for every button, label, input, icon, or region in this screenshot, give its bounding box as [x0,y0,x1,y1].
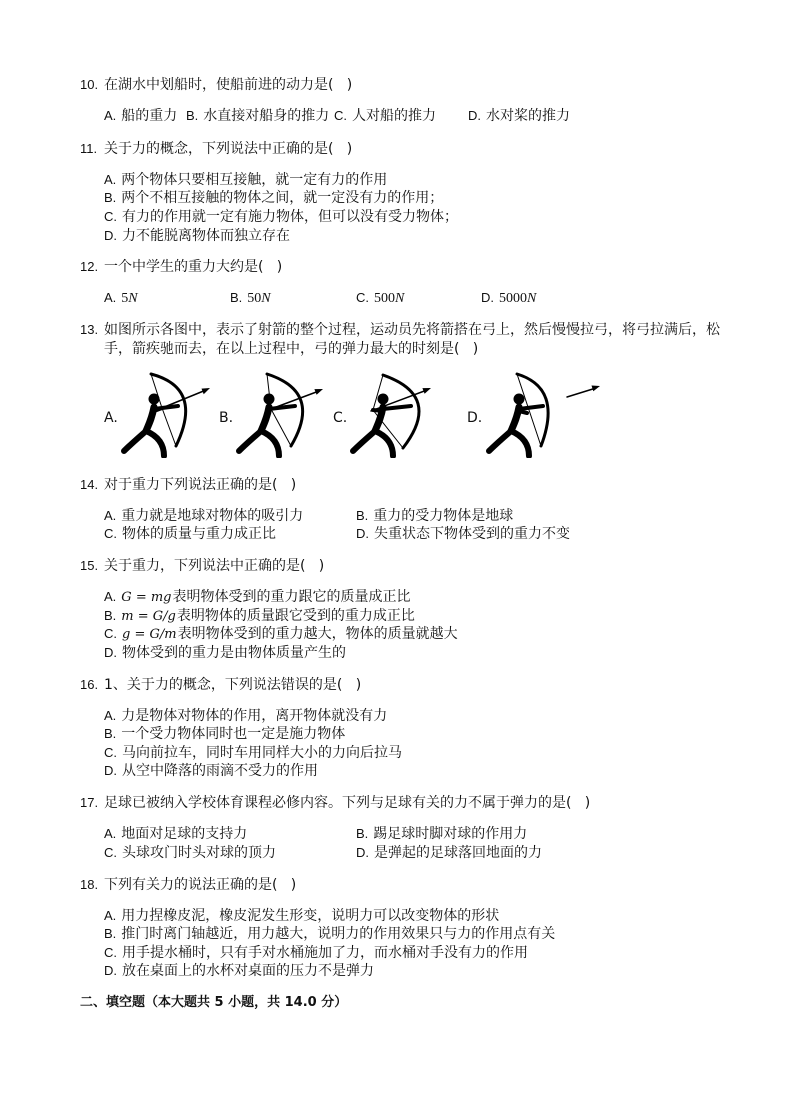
option-text: 重力的受力物体是地球 [373,508,514,524]
option-c [104,208,458,226]
option-label: D. [356,526,369,541]
option-b [104,189,443,207]
question-stem [80,258,282,276]
option-d [104,962,374,980]
option-a [104,825,247,843]
option-c [104,944,528,962]
option-d [356,525,570,543]
option-label: D. [104,228,117,243]
archer-body [124,394,178,457]
archery-figure-b [233,368,328,458]
archer-body [489,394,543,457]
option-text: 用手提水桶时，只有手对水桶施加了力，而水桶对手没有力的作用 [122,945,528,961]
option-b [104,925,555,943]
stem-text: 1、关于力的概念，下列说法错误的是( ) [104,677,362,693]
option-c [334,107,436,125]
option-formula: g = G/m [122,627,177,642]
option-value: 5000 [499,291,527,306]
option-text: 踢足球时脚对球的作用力 [373,826,528,842]
option-b [230,289,271,308]
option-label: C. [104,845,117,860]
option-label: A. [104,508,117,523]
question-number: 15. [80,558,99,573]
flying-arrow [567,386,600,398]
option-label: B. [356,826,369,841]
option-text: 马向前拉车，同时车用同样大小的力向后拉马 [122,745,402,761]
option-label: A. [104,826,117,841]
stem-text: 下列有关力的说法正确的是( ) [104,877,297,893]
option-text: 重力就是地球对物体的吸引力 [121,508,304,524]
option-text: 从空中降落的雨滴不受力的作用 [122,763,318,779]
option-b [104,725,345,743]
option-label: C. [104,945,117,960]
option-b-label: B. [219,410,234,426]
option-text: 是弹起的足球落回地面的力 [374,845,542,861]
option-label: A. [104,172,117,187]
option-label: D. [468,108,481,123]
option-label: A. [104,290,117,305]
option-c [104,744,402,762]
option-d [468,107,570,125]
option-c [356,289,404,308]
option-text: 力是物体对物体的作用，离开物体就没有力 [121,708,388,724]
stem-text: 足球已被纳入学校体育课程必修内容。下列与足球有关的力不属于弹力的是( ) [104,795,591,811]
option-a-label: A. [104,410,118,426]
option-value: 50 [247,291,262,306]
option-a [104,907,499,925]
option-value: 500 [374,291,395,306]
option-label: D. [356,845,369,860]
stem-text: 在湖水中划船时，使船前进的动力是( ) [104,77,353,93]
option-a [104,171,387,189]
option-text: 物体受到的重力是由物体质量产生的 [122,645,346,661]
stem-text: 关于力的概念，下列说法中正确的是( ) [104,141,353,157]
stem-text: 对于重力下列说法正确的是( ) [104,477,297,493]
option-label: D. [104,763,117,778]
option-unit: N [527,291,537,306]
option-label: B. [230,290,243,305]
option-d-label: D. [467,410,483,426]
option-label: A. [104,589,117,604]
option-a [104,107,177,125]
option-text: 地面对足球的支持力 [121,826,248,842]
option-text: 船的重力 [121,108,178,124]
option-label: D. [481,290,494,305]
option-b [186,107,329,125]
option-label: C. [104,526,117,541]
option-c [104,525,276,543]
option-label: C. [104,209,117,224]
question-number: 14. [80,477,99,492]
option-value: 5 [121,291,129,306]
option-text: 失重状态下物体受到的重力不变 [374,526,570,542]
option-unit: N [261,291,271,306]
question-number: 18. [80,877,99,892]
stem-text: 手，箭疾驰而去，在以上过程中，弓的弹力最大的时刻是( ) [104,341,479,357]
option-d [104,762,318,780]
option-text: 头球攻门时头对球的顶力 [122,845,276,861]
question-stem [80,140,352,158]
question-stem [80,876,296,894]
option-label: B. [104,726,117,741]
option-text: 表明物体受到的重力越大，物体的质量就越大 [177,626,458,642]
option-label: C. [104,626,117,641]
option-text: 推门时离门轴越近，用力越大，说明力的作用效果只与力的作用点有关 [121,926,556,942]
option-formula: m = G/g [121,609,176,624]
option-a [104,507,303,525]
option-label: B. [104,608,117,623]
archery-figure-c [347,368,442,458]
option-text: 放在桌面上的水杯对桌面的压力不是弹力 [122,963,374,979]
option-label: D. [104,645,117,660]
question-number: 13. [80,322,99,337]
option-a [104,588,411,607]
option-text: 人对船的推力 [352,108,436,124]
option-text: 力不能脱离物体而独立存在 [122,228,290,244]
option-text: 物体的质量与重力成正比 [122,526,276,542]
question-number: 11. [80,141,98,156]
option-unit: N [395,291,405,306]
option-d [481,289,536,308]
option-a [104,289,138,308]
option-d [104,227,290,245]
question-number: 10. [80,77,99,92]
option-label: B. [104,190,117,205]
stem-text: 如图所示各图中，表示了射箭的整个过程，运动员先将箭搭在弓上，然后慢慢拉弓，将弓拉满后，松 [104,322,720,338]
option-d [356,844,542,862]
option-label: A. [104,108,117,123]
question-stem [80,794,590,812]
option-c-label: C. [333,410,348,426]
option-a [104,707,387,725]
option-label: B. [186,108,199,123]
question-stem [80,557,324,575]
option-text: 两个不相互接触的物体之间，就一定没有力的作用； [121,190,444,206]
option-b [104,607,415,626]
option-label: B. [104,926,117,941]
stem-text: 一个中学生的重力大约是( ) [104,259,283,275]
option-text: 表明物体受到的重力跟它的质量成正比 [172,589,411,605]
option-label: C. [334,108,347,123]
option-text: 水对桨的推力 [486,108,570,124]
option-label: A. [104,908,117,923]
option-unit: N [128,291,138,306]
question-number: 16. [80,677,99,692]
option-label: C. [104,745,117,760]
option-text: 用力捏橡皮泥，橡皮泥发生形变，说明力可以改变物体的形状 [121,908,500,924]
option-text: 有力的作用就一定有施力物体，但可以没有受力物体； [122,209,458,225]
question-stem [80,321,720,339]
question-stem [80,676,361,694]
option-label: D. [104,963,117,978]
question-number: 17. [80,795,99,810]
archery-figure-a [118,368,213,458]
option-c [104,625,458,644]
section-heading: 二、填空题（本大题共 5 小题，共 14.0 分） [80,995,348,1010]
option-formula: G = mg [121,590,172,605]
stem-text: 关于重力，下列说法中正确的是( ) [104,558,325,574]
option-label: B. [356,508,369,523]
archery-figure-d [483,368,603,458]
option-label: C. [356,290,369,305]
option-text: 两个物体只要相互接触，就一定有力的作用 [121,172,388,188]
option-b [356,825,527,843]
option-text: 表明物体的质量跟它受到的重力成正比 [176,608,415,624]
option-c [104,844,276,862]
option-text: 水直接对船身的推力 [203,108,330,124]
option-d [104,644,346,662]
option-text: 一个受力物体同时也一定是施力物体 [121,726,346,742]
question-stem [80,76,352,94]
option-label: A. [104,708,117,723]
question-number: 12. [80,259,99,274]
question-stem [80,476,296,494]
option-b [356,507,513,525]
question-stem-continued [104,340,478,358]
